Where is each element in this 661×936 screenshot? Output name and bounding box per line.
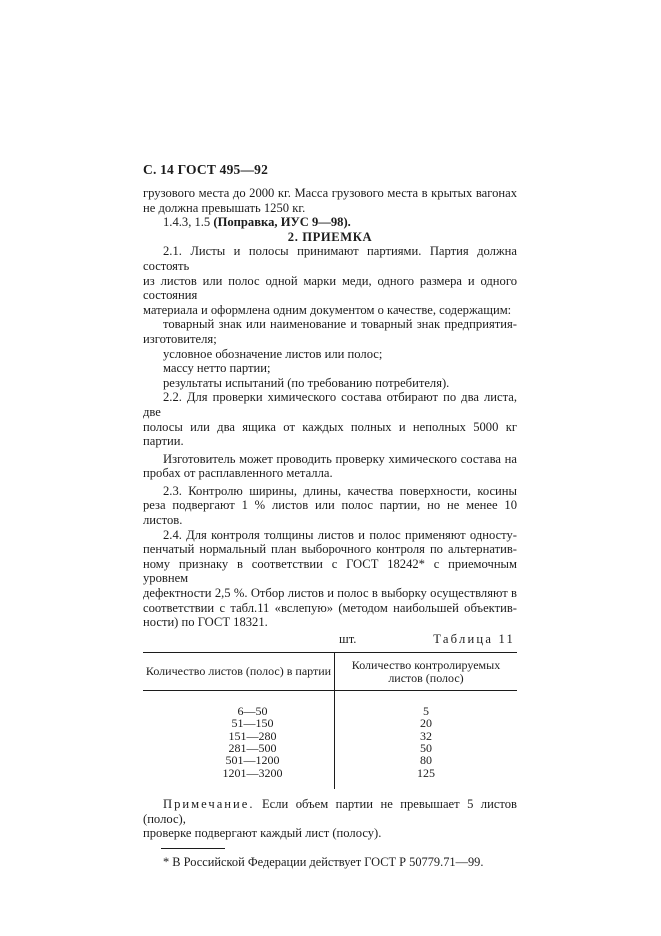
table-row bbox=[143, 690, 517, 717]
paragraph-line: пенчатый нормальный план выборочного контроля по альтернатив- bbox=[143, 542, 517, 557]
table-row bbox=[143, 742, 517, 754]
amendment-bold: (Поправка, ИУС 9—98). bbox=[213, 215, 351, 230]
paragraph-line: 2.1. Листы и полосы принимают партиями. Партия должна состоять bbox=[143, 244, 517, 273]
page-header: С. 14 ГОСТ 495—92 bbox=[143, 162, 269, 177]
footnote: * В Российской Федерации действует ГОСТ Р 50779.71—99. bbox=[163, 855, 484, 870]
note-text: Если объем партии не превышает 5 листов (полос), bbox=[143, 797, 517, 826]
count-cell: 20 bbox=[420, 716, 432, 731]
paragraph-line: материала и оформлена одним документом о качестве, содержащим: bbox=[143, 302, 512, 317]
range-cell: 1201—3200 bbox=[143, 767, 335, 789]
paragraph-line: 2.2. Для проверки химического состава отбирают по два листа, две bbox=[143, 390, 517, 419]
paragraph-line: из листов или полос одной марки меди, одного размера и одного состояния bbox=[143, 273, 517, 303]
range-cell: 281—500 bbox=[143, 742, 335, 754]
table-row bbox=[143, 717, 517, 729]
range-cell: 151—280 bbox=[143, 730, 335, 742]
paragraph-line: ности) по ГОСТ 18321. bbox=[143, 615, 268, 630]
column-header: Количество контролируемых листов (полос) bbox=[335, 652, 518, 690]
count-cell: 5 bbox=[423, 703, 429, 718]
table-note bbox=[143, 797, 517, 826]
table-note-line: проверке подвергают каждый лист (полосу). bbox=[143, 826, 382, 841]
table-caption bbox=[143, 632, 517, 650]
table-title: Таблица 11 bbox=[433, 631, 515, 646]
count-cell: 32 bbox=[420, 728, 432, 743]
table-row bbox=[143, 754, 517, 766]
list-item: условное обозначение листов или полос; bbox=[163, 346, 383, 361]
table-unit: шт. bbox=[339, 631, 357, 646]
intro-line: грузового места до 2000 кг. Масса грузового места в крытых вагонах bbox=[143, 186, 517, 200]
table-row bbox=[143, 730, 517, 742]
paragraph-line: 2.3. Контролю ширины, длины, качества поверхности, косины bbox=[163, 483, 517, 498]
paragraph-line: 2.4. Для контроля толщины листов и полос применяют односту- bbox=[163, 527, 517, 542]
range-cell: 51—150 bbox=[143, 717, 335, 729]
amendment-ref: 1.4.3, 1.5 bbox=[163, 215, 211, 230]
paragraph-line: реза подвергают 1 % листов или полос партии, но не менее 10 листов. bbox=[143, 498, 517, 528]
list-item: товарный знак или наименование и товарный знак предприятия- bbox=[163, 317, 517, 332]
page-body bbox=[143, 186, 517, 870]
count-cell: 50 bbox=[420, 741, 432, 756]
column-header: Количество листов (полос) в партии bbox=[143, 652, 335, 690]
table-row bbox=[143, 767, 517, 789]
range-cell: 501—1200 bbox=[143, 754, 335, 766]
list-item: изготовителя; bbox=[143, 331, 217, 346]
table-header-row bbox=[143, 652, 517, 690]
paragraph-line: соответствии с табл.11 «вслепую» (методом наибольшей объектив- bbox=[143, 600, 517, 615]
section-title: 2. ПРИЕМКА bbox=[287, 229, 373, 244]
list-item: результаты испытаний (по требованию потребителя). bbox=[163, 375, 450, 390]
acceptance-table bbox=[143, 652, 517, 789]
paragraph-line: Изготовитель может проводить проверку химического состава на bbox=[163, 451, 517, 466]
amendment-note bbox=[143, 215, 517, 230]
paragraph-line: пробах от расплавленного металла. bbox=[143, 466, 333, 481]
intro-line: не должна превышать 1250 кг. bbox=[143, 200, 306, 215]
paragraph-line: дефектности 2,5 %. Отбор листов и полос в выборку осуществляют в bbox=[143, 586, 517, 601]
paragraph-line: полосы или два ящика от каждых полных и неполных 5000 кг партии. bbox=[143, 419, 517, 449]
count-cell: 125 bbox=[417, 765, 435, 780]
paragraph-line: ному признаку в соответствии с ГОСТ 18242* с приемочным уровнем bbox=[143, 556, 517, 586]
range-cell: 6—50 bbox=[143, 690, 335, 717]
list-item: массу нетто партии; bbox=[163, 361, 271, 376]
note-label: Примечание. bbox=[163, 797, 255, 812]
count-cell: 80 bbox=[420, 753, 432, 768]
footnote-divider bbox=[161, 848, 225, 849]
